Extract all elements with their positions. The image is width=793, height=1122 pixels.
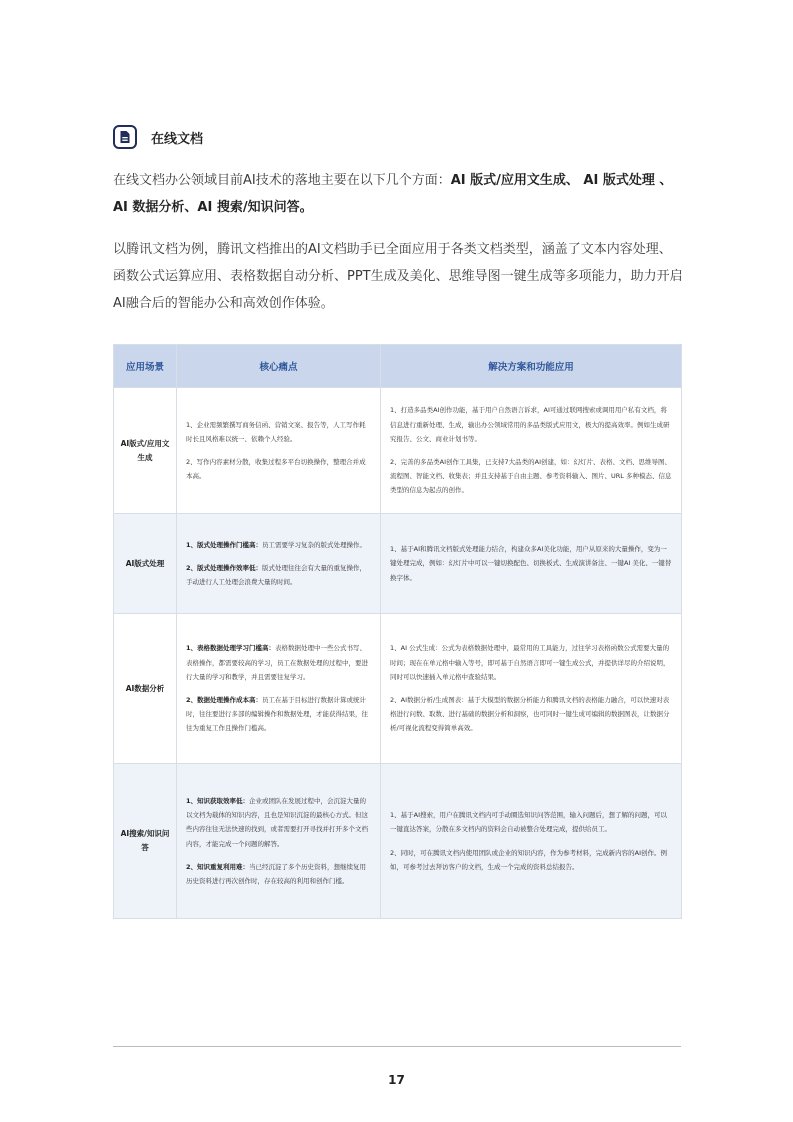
scene-cell: AI搜索/知识问答 [114,764,177,919]
pain-cell [177,514,381,614]
column-header-pain: 核心痛点 [177,345,381,388]
page-number: 17 [388,1073,405,1087]
column-header-scene: 应用场景 [114,345,177,388]
intro-highlight: AI 版式/应用文生成、 AI 版式处理 、AI 数据分析、AI 搜索/知识问答。 [113,173,673,215]
intro-paragraph-1 [113,167,683,221]
scene-cell: AI版式处理 [114,514,177,614]
solution-item: 2、AI数据分析/生成图表：基于大模型的数据分析能力和腾讯文档的表格能力融合，可以快速对表格进行问数、取数、进行基础的数据分析和洞察，也可同时一键生成可编辑的数据图表，让数据分析/可视化流程变得简单高效。 [390,696,670,733]
pain-item: 2、写作内容素材分散，收集过程多平台切换操作，整理合并成本高。 [186,458,366,481]
column-header-solution: 解决方案和功能应用 [381,345,682,388]
pain-item: 1、企业需频繁撰写商务信函、营销文案、报告等，人工写作耗时长且风格难以统一、依赖个人经验。 [186,420,366,443]
solution-cell [381,764,682,919]
section-title: 在线文档 [151,131,204,147]
table-row [114,514,682,614]
table-header-row [114,345,682,388]
pain-item: 2、知识重复利用难：当已经沉淀了多个历史资料，想继续复用历史资料进行再次创作时，存在较高的利用和创作门槛。 [186,862,367,885]
pain-cell [177,614,381,764]
scene-cell: AI数据分析 [114,614,177,764]
solution-cell [381,514,682,614]
intro-text: 在线文档办公领域目前AI技术的落地主要在以下几个方面： [113,173,451,188]
solution-item: 2、完善的多品类AI创作工具集，已支持7大品类的AI创建，如：幻灯片、表格、文档、思维导图、流程图、智能文档、收集表；并且支持基于自由主题、参考资料输入、图片、URL 多种模态、信息类型的信息为起点的创作。 [390,458,672,495]
pain-item: 1、表格数据处理学习门槛高：表格数据处理中一些公式书写、表格操作，都需要较高的学习，员工在数据处理的过程中，要进行大量的学习和教学，并且需要往复学习。 [186,644,368,681]
table-row [114,764,682,919]
solution-item: 2、同时，可在腾讯文档内使用团队或企业的知识内容，作为参考材料，完成新内容的AI创作。例如，可参考过去拜访客户的文档，生成一个完成的资料总结报告。 [390,848,667,871]
table-row [114,388,682,514]
solution-item: 1、打造多品类AI创作功能，基于用户自然语言诉求，AI可通过联网搜索或调用用户私有文档，将信息进行重新处理、生成，输出办公领域常用的多品类版式应用文，极大的提高效率。例如生成研究报告、公文、商业计划书等。 [390,406,670,443]
document-icon [113,125,137,149]
pain-cell [177,764,381,919]
solution-item: 1、AI 公式生成：公式为表格数据处理中，最常用的工具能力，过往学习表格函数公式需要大量的时间；现在在单元格中输入等号，即可基于自然语言即可一键生成公式，并提供详尽的介绍说明，同时可以快速插入单元格中查验结果。 [390,644,670,681]
solution-item: 1、基于AI搜索，用户在腾讯文档内可手动圈选知识问答范围，输入问题后，想了解的问题，可以一键直达答案，分散在多文档内的资料会自动被整合处理完成，提供给员工。 [390,811,667,834]
scenario-table [113,344,682,919]
pain-item: 1、版式处理操作门槛高：员工需要学习复杂的版式处理操作。 [186,540,367,549]
scene-cell: AI版式/应用文生成 [114,388,177,514]
solution-cell [381,388,682,514]
intro-paragraph-2: 以腾讯文档为例，腾讯文档推出的AI文档助手已全面应用于各类文档类型，涵盖了文本内容处理、函数公式运算应用、表格数据自动分析、PPT生成及美化、思维导图一键生成等多项能力，助力开启AI融合后的智能办公和高效创作体验。 [113,242,683,311]
solution-cell [381,614,682,764]
pain-cell [177,388,381,514]
pain-item: 2、数据处理操作成本高：员工在基于目标进行数据计算或统计时，往往要进行多部的编辑操作和数据处理，才能获得结果，往往为重复工作且操作门槛高。 [186,696,368,733]
pain-item: 2、版式处理操作效率低：版式处理往往会有大量的重复操作，手动进行人工处理会浪费大量的时间。 [186,563,367,587]
footer-divider [113,1046,681,1047]
solution-item: 1、基于AI和腾讯文档版式处理能力结合，构建众多AI美化功能，用户从原来的大量操作，变为一键处理完成，例如：幻灯片中可以一键切换配色、切换板式、生成演讲备注、一键AI 美化、一键替换字体。 [390,545,672,582]
section-header [113,123,203,151]
pain-item: 1、知识获取效率低：企业或团队在发展过程中，会沉淀大量的以文档为载体的知识内容，且也是知识沉淀的最核心方式。但这些内容往往无法快速的找到，或者需要打开寻找并打开多个文档内容，才能完成一个问题的解答。 [186,796,368,848]
table-row [114,614,682,764]
